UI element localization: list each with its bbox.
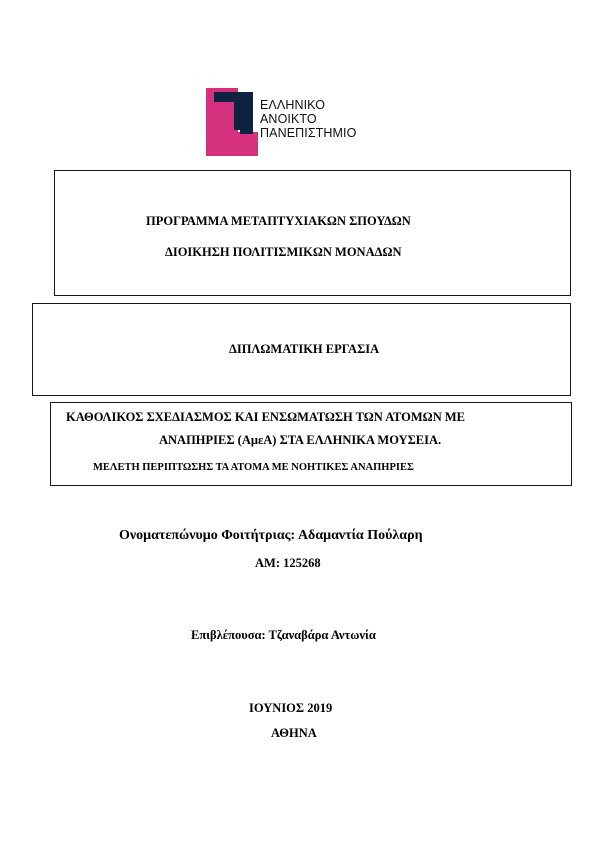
program-box [54, 170, 571, 296]
university-logo [206, 88, 396, 156]
thesis-title-line-2: ΑΝΑΠΗΡΙΕΣ (ΑμεΑ) ΣΤΑ ΕΛΛΗΝΙΚΑ ΜΟΥΣΕΙΑ. [159, 433, 442, 447]
program-name: ΠΡΟΓΡΑΜΜΑ ΜΕΤΑΠΤΥΧΙΑΚΩΝ ΣΠΟΥΔΩΝ [146, 214, 411, 228]
logo-line-2: ΑΝΟΙΚΤΟ [260, 112, 317, 126]
student-id: ΑΜ: 125268 [255, 556, 321, 570]
thesis-subtitle: ΜΕΛΕΤΗ ΠΕΡΙΠΤΩΣΗΣ ΤΑ ΑΤΟΜΑ ΜΕ ΝΟΗΤΙΚΕΣ ΑΝΑΠΗΡΙΕΣ [93, 462, 414, 473]
university-logo-mark [206, 88, 262, 156]
supervisor: Επιβλέπουσα: Τζαναβάρα Αντωνία [191, 628, 376, 642]
thesis-title-line-1: ΚΑΘΟΛΙΚΟΣ ΣΧΕΔΙΑΣΜΟΣ ΚΑΙ ΕΝΣΩΜΑΤΩΣΗ ΤΩΝ ΑΤΟΜΩΝ ΜΕ [66, 410, 465, 424]
student-name: Ονοματεπώνυμο Φοιτήτριας: Αδαμαντία Πούλαρη [119, 528, 423, 543]
submission-date: ΙΟΥΝΙΟΣ 2019 [249, 701, 333, 715]
program-specialization: ΔΙΟΙΚΗΣΗ ΠΟΛΙΤΙΣΜΙΚΩΝ ΜΟΝΑΔΩΝ [165, 245, 402, 259]
university-logo-text [260, 98, 356, 140]
logo-line-3: ΠΑΝΕΠΙΣΤΗΜΙΟ [260, 126, 357, 140]
submission-city: ΑΘΗΝΑ [271, 726, 317, 740]
logo-line-1: ΕΛΛΗΝΙΚΟ [260, 98, 326, 112]
thesis-type: ΔΙΠΛΩΜΑΤΙΚΗ ΕΡΓΑΣΙΑ [229, 342, 380, 356]
